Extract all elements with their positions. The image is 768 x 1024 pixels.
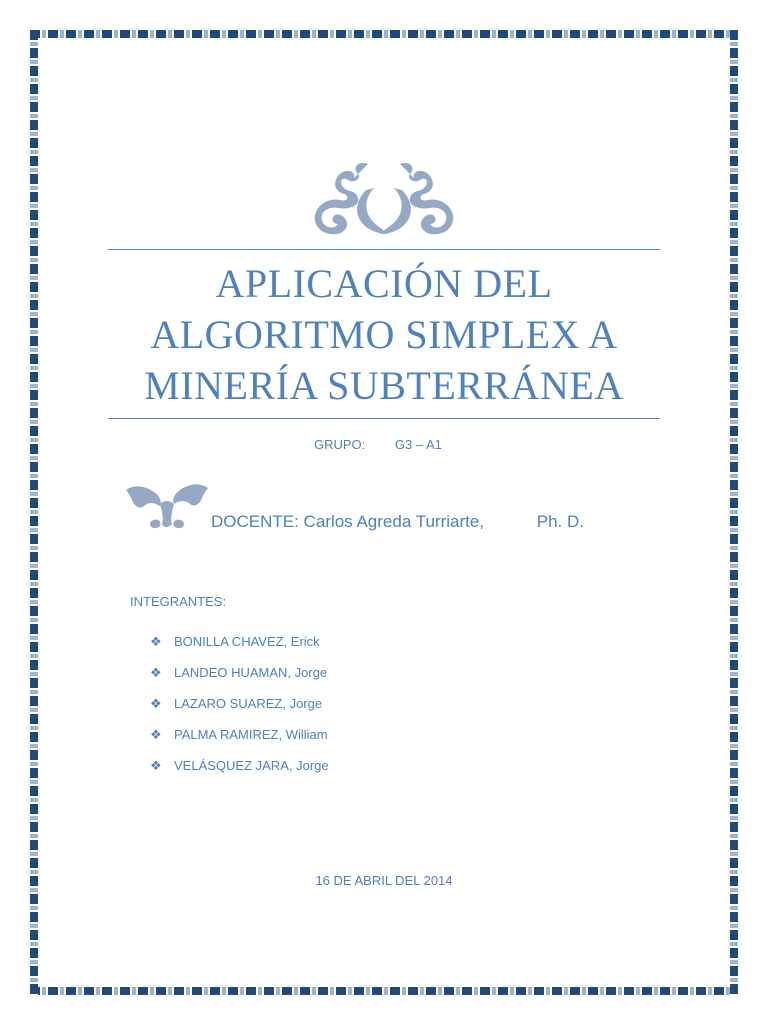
docente-degree: Ph. D. <box>536 512 585 531</box>
members-heading: INTEGRANTES: <box>130 594 227 609</box>
title-line-2: ALGORITMO SIMPLEX A <box>150 312 618 357</box>
list-item <box>150 665 329 696</box>
page-border-top <box>30 30 738 38</box>
page-border-left <box>30 30 38 995</box>
list-item <box>150 758 329 789</box>
member-name: LANDEO HUAMAN, Jorge <box>174 665 328 680</box>
list-item <box>150 727 329 758</box>
list-item <box>150 634 329 665</box>
group-line <box>314 437 442 452</box>
document-title <box>108 258 660 411</box>
title-line-1: APLICACIÓN DEL <box>215 261 553 306</box>
member-name: PALMA RAMIREZ, William <box>174 727 328 742</box>
diamond-bullet-icon: ❖ <box>150 727 162 742</box>
document-date: 16 DE ABRIL DEL 2014 <box>315 873 453 888</box>
diamond-bullet-icon: ❖ <box>150 634 162 649</box>
title-rule-top <box>108 249 660 250</box>
member-name: BONILLA CHAVEZ, Erick <box>174 634 320 649</box>
diamond-bullet-icon: ❖ <box>150 665 162 680</box>
members-list <box>150 634 329 789</box>
list-item <box>150 696 329 727</box>
leaf-scroll-ornament-icon <box>124 480 210 530</box>
diamond-bullet-icon: ❖ <box>150 758 162 773</box>
docente-line <box>211 512 584 532</box>
docente-name: DOCENTE: Carlos Agreda Turriarte, <box>211 512 485 531</box>
member-name: LAZARO SUAREZ, Jorge <box>174 696 323 711</box>
group-value: G3 – A1 <box>394 437 442 452</box>
title-line-3: MINERÍA SUBTERRÁNEA <box>144 363 624 408</box>
page-border-bottom <box>30 987 738 995</box>
diamond-bullet-icon: ❖ <box>150 696 162 711</box>
title-rule-bottom <box>108 418 660 419</box>
floral-scroll-ornament-icon <box>308 158 460 238</box>
page-border-right <box>730 30 738 995</box>
group-label: GRUPO: <box>314 437 366 452</box>
member-name: VELÁSQUEZ JARA, Jorge <box>174 758 329 773</box>
